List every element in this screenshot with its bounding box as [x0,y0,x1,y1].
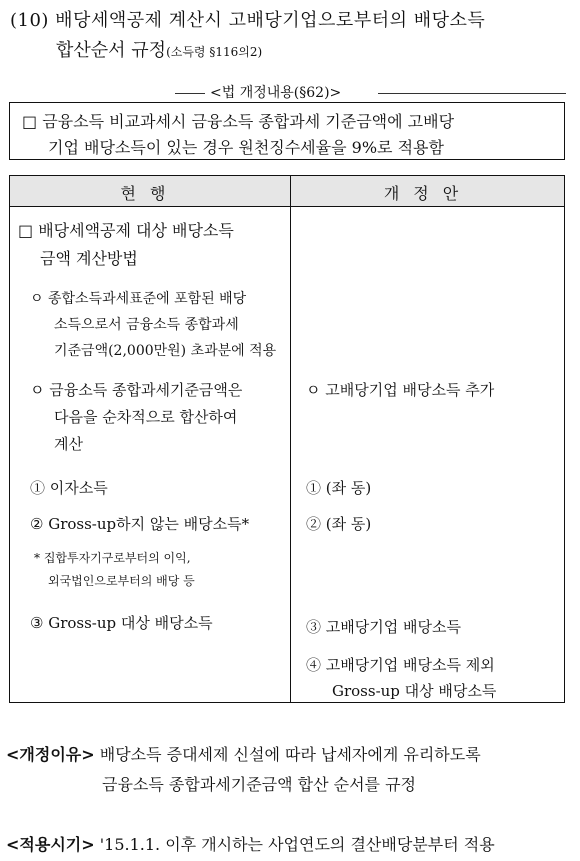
revision-label: <법 개정내용(§62)> [206,82,345,102]
effective-text: '15.1.1. 이후 개시하는 사업연도의 결산배당분부터 적용 [99,835,495,854]
effective-paragraph [6,832,495,855]
divider-right [378,93,566,94]
current-item-1: ① 이자소득 [30,479,108,497]
divider-left [175,93,205,94]
current-bullet2-line-1: ㅇ 금융소득 종합과세기준금액은 [30,381,243,399]
reason-label: <개정이유> [6,745,95,764]
current-heading-line-1: □ 배당세액공제 대상 배당소득 [18,221,234,240]
current-item-2: ② Gross-up하지 않는 배당소득* [30,515,250,533]
section-title: (10) 배당세액공제 계산시 고배당기업으로부터의 배당소득 [10,10,486,31]
current-bullet2-line-3: 계산 [54,435,83,453]
effective-label: <적용시기> [6,835,95,854]
current-footnote-line-1: * 집합투자기구로부터의 이익, [34,551,191,565]
proposed-item-1: ① (좌 동) [306,479,372,497]
current-bullet2-line-2: 다음을 순차적으로 합산하여 [54,408,238,426]
header-current: 현행 [120,184,180,203]
subtitle-reference: (소득령 §116의2) [166,45,263,59]
header-proposed: 개정안 [383,184,473,203]
section-subtitle [56,36,262,62]
revision-line-1: □ 금융소득 비교과세시 금융소득 종합과세 기준금액에 고배당 [22,112,455,131]
proposed-item-4-line-2: Gross-up 대상 배당소득 [332,682,497,700]
current-bullet1-line-2: 소득으로서 금융소득 종합과세 [54,317,239,333]
proposed-item-2: ② (좌 동) [306,515,372,533]
subtitle-main: 합산순서 규정 [56,40,167,61]
revision-line-2: 기업 배당소득이 있는 경우 원천징수세율을 9%로 적용함 [48,138,444,157]
revision-summary-box [9,102,565,160]
comparison-table [9,175,565,703]
reason-line-2: 금융소득 종합과세기준금액 합산 순서를 규정 [102,775,417,794]
current-footnote-line-2: 외국법인으로부터의 배당 등 [48,574,195,588]
current-item-3: ③ Gross-up 대상 배당소득 [30,614,213,632]
column-divider [290,176,291,702]
current-heading-line-2: 금액 계산방법 [40,249,138,268]
current-bullet1-line-1: ㅇ 종합소득과세표준에 포함된 배당 [30,291,247,307]
current-bullet1-line-3: 기준금액(2,000만원) 초과분에 적용 [54,343,277,359]
proposed-item-4-line-1: ④ 고배당기업 배당소득 제외 [306,656,495,674]
proposed-item-3: ③ 고배당기업 배당소득 [306,618,461,636]
reason-paragraph [6,742,481,765]
reason-line-1: 배당소득 증대세제 신설에 따라 납세자에게 유리하도록 [99,745,481,764]
proposed-bullet: ㅇ 고배당기업 배당소득 추가 [306,381,495,399]
